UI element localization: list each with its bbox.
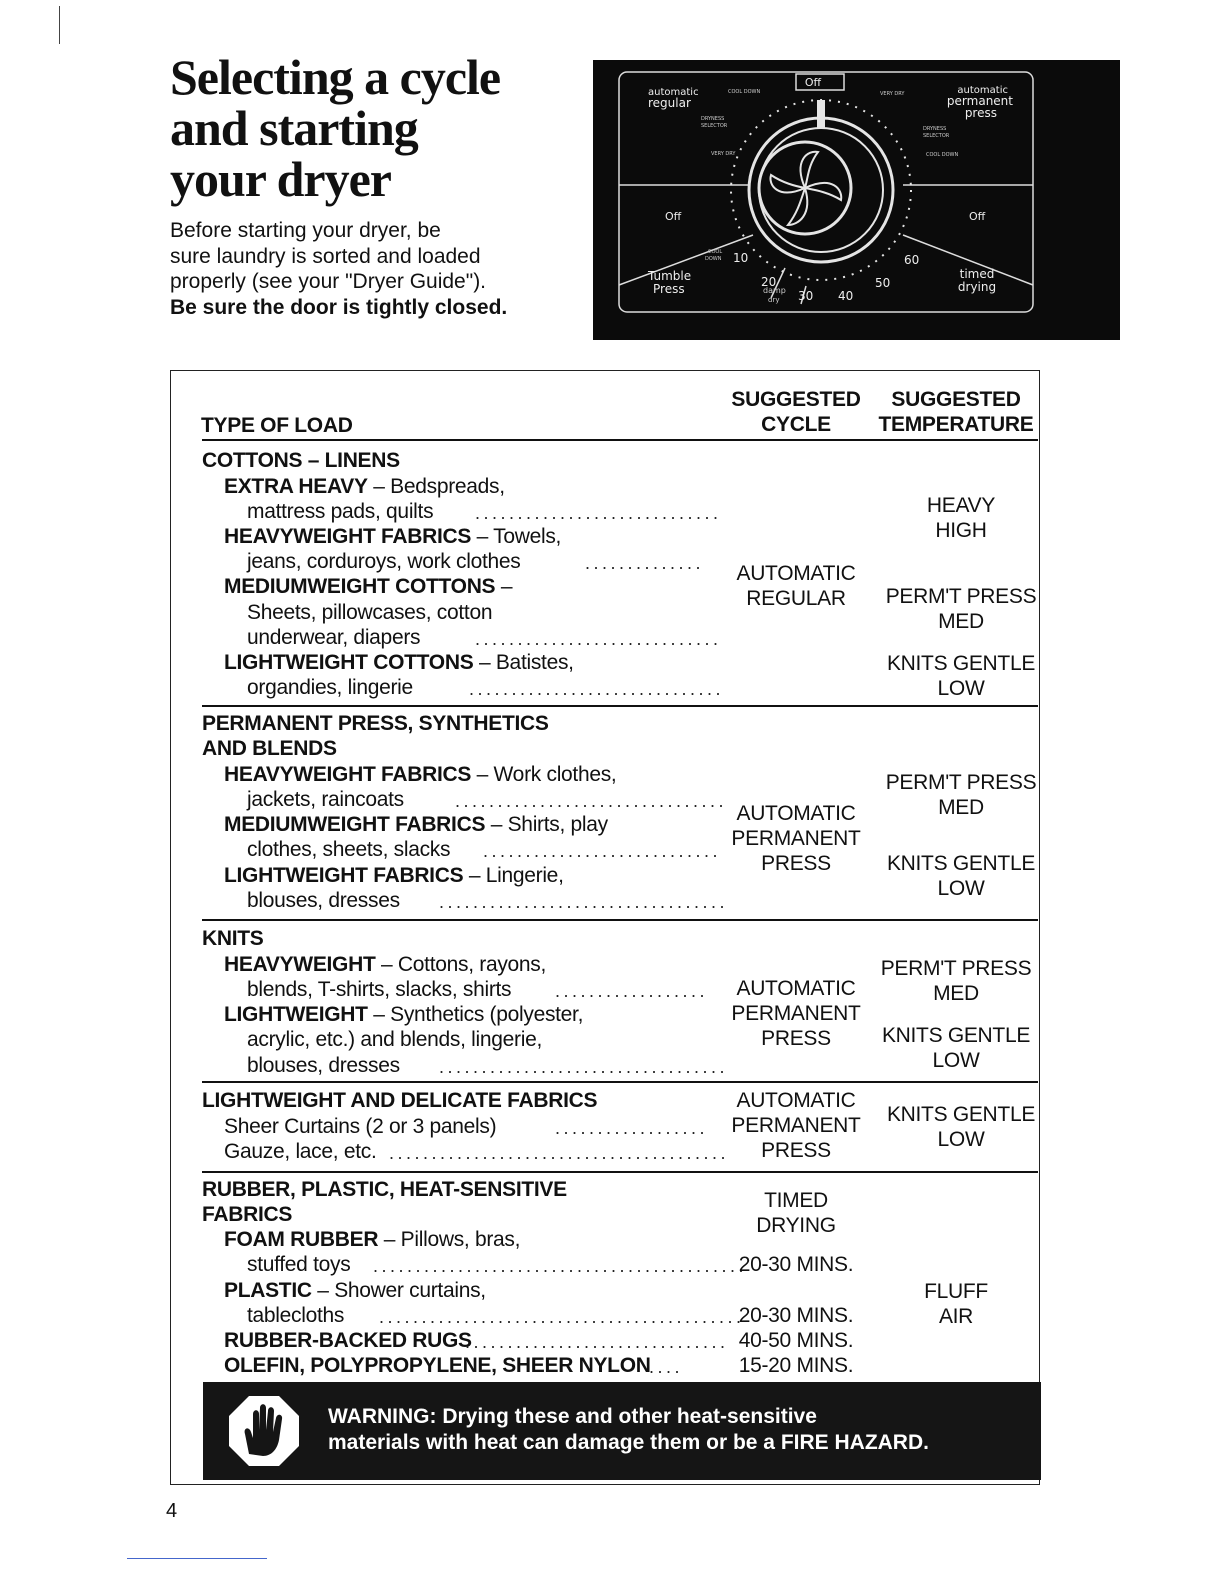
dot-leader: .... bbox=[649, 1357, 684, 1377]
load-item: underwear, diapers bbox=[247, 626, 421, 649]
load-item bbox=[224, 1328, 472, 1353]
title-line-2: and starting bbox=[170, 100, 418, 156]
load-item bbox=[224, 524, 561, 549]
load-item bbox=[224, 762, 616, 787]
section-rule bbox=[202, 705, 1038, 707]
temp-line: HEAVY bbox=[926, 494, 996, 517]
cycle-delicate bbox=[721, 1088, 871, 1163]
temp-knits-gentle-low bbox=[876, 851, 1046, 901]
load-item-bold: FOAM RUBBER bbox=[224, 1228, 379, 1251]
dot-leader: .................. bbox=[555, 1118, 709, 1138]
header-suggested-temperature bbox=[876, 387, 1036, 437]
dot-leader: .................................. bbox=[439, 1057, 729, 1077]
temp-line: KNITS GENTLE bbox=[886, 852, 1036, 875]
load-item bbox=[224, 574, 512, 599]
dot-leader: .................. bbox=[555, 981, 709, 1001]
cycle-line: PRESS bbox=[761, 852, 831, 875]
page-number: 4 bbox=[166, 1500, 178, 1522]
category-rubber-plastic: RUBBER, PLASTIC, HEAT-SENSITIVE bbox=[202, 1178, 567, 1201]
load-item-text: – Shower curtains, bbox=[311, 1279, 486, 1302]
load-item bbox=[224, 1002, 583, 1027]
cycle-line: PRESS bbox=[761, 1139, 831, 1162]
load-item-text: – Towels, bbox=[471, 525, 562, 548]
panel-label-dryness-left-1: DRYNESS bbox=[701, 116, 725, 122]
category-knits: KNITS bbox=[202, 927, 264, 950]
panel-number-40: 40 bbox=[838, 289, 854, 303]
section-rule bbox=[202, 1171, 1038, 1173]
temp-line: LOW bbox=[937, 1128, 985, 1151]
panel-label-automatic-right: automatic bbox=[957, 85, 1008, 96]
category-cottons: COTTONS – LINENS bbox=[202, 449, 400, 472]
load-item-text: – Pillows, bras, bbox=[378, 1228, 521, 1251]
temp-line: PERM'T PRESS bbox=[885, 771, 1037, 794]
margin-rule bbox=[59, 6, 60, 44]
panel-label-regular: regular bbox=[648, 96, 691, 110]
temp-fluff-air bbox=[871, 1279, 1041, 1329]
load-item-bold: PLASTIC bbox=[224, 1279, 312, 1302]
temp-line: KNITS GENTLE bbox=[886, 1103, 1036, 1126]
cycle-line: PERMANENT bbox=[731, 1114, 861, 1137]
temp-line: MED bbox=[933, 982, 979, 1005]
panel-label-press-left: Press bbox=[653, 282, 685, 296]
temp-knits-gentle-low bbox=[871, 1023, 1041, 1073]
dot-leader: ........................................ bbox=[389, 1143, 730, 1163]
header-rule bbox=[202, 439, 1038, 441]
temp-line: LOW bbox=[932, 1049, 980, 1072]
time-olefin: 15-20 MINS. bbox=[738, 1354, 854, 1377]
load-item-text: – Bedspreads, bbox=[367, 475, 505, 498]
time-plastic: 20-30 MINS. bbox=[738, 1304, 854, 1327]
dot-leader: ............................... bbox=[465, 1332, 729, 1352]
temp-permt-press-med bbox=[876, 770, 1046, 820]
panel-label-tumble: Tumble bbox=[648, 269, 692, 283]
dot-leader: ................................ bbox=[455, 791, 728, 811]
cycle-guide-table bbox=[170, 370, 1040, 1485]
temp-line: HIGH bbox=[935, 519, 987, 542]
category-rubber-plastic-2: FABRICS bbox=[202, 1203, 293, 1226]
load-item-bold: OLEFIN, POLYPROPYLENE, SHEER NYLON bbox=[224, 1354, 651, 1377]
temp-knits-gentle-low bbox=[876, 1102, 1046, 1152]
category-permanent-press-2: AND BLENDS bbox=[202, 737, 337, 760]
hand-warning-icon bbox=[227, 1394, 301, 1468]
panel-number-50: 50 bbox=[875, 276, 891, 290]
warning-text bbox=[328, 1404, 929, 1456]
control-panel-diagram bbox=[593, 60, 1120, 340]
load-item-text: – Work clothes, bbox=[471, 763, 617, 786]
cycle-knits bbox=[721, 976, 871, 1051]
panel-number-10: 10 bbox=[733, 251, 749, 265]
panel-label-press: press bbox=[964, 106, 997, 120]
load-item-bold: MEDIUMWEIGHT FABRICS bbox=[224, 813, 486, 836]
load-item-bold: HEAVYWEIGHT bbox=[224, 953, 376, 976]
cycle-line: PERMANENT bbox=[731, 827, 861, 850]
temp-line: LOW bbox=[937, 877, 985, 900]
load-item: clothes, sheets, slacks bbox=[247, 838, 451, 861]
load-item bbox=[224, 952, 546, 977]
title-line-1: Selecting a cycle bbox=[170, 49, 501, 105]
load-item-bold: LIGHTWEIGHT FABRICS bbox=[224, 864, 464, 887]
load-item-text: – Batistes, bbox=[473, 651, 574, 674]
temp-knits-gentle-low bbox=[876, 651, 1046, 701]
load-item-bold: LIGHTWEIGHT bbox=[224, 1003, 368, 1026]
warning-line-2: materials with heat can damage them or be a FIRE HAZARD. bbox=[328, 1431, 929, 1454]
cycle-line: AUTOMATIC bbox=[736, 802, 856, 825]
panel-label-very-dry-left: VERY DRY bbox=[711, 151, 736, 157]
temp-line: PERM'T PRESS bbox=[880, 957, 1032, 980]
load-item: jeans, corduroys, work clothes bbox=[247, 550, 521, 573]
section-rule bbox=[202, 1081, 1038, 1083]
dot-leader: .............. bbox=[585, 553, 705, 573]
load-item-bold: EXTRA HEAVY bbox=[224, 475, 368, 498]
panel-number-60: 60 bbox=[904, 253, 920, 267]
load-item: Sheets, pillowcases, cotton bbox=[247, 601, 493, 624]
load-item-bold: HEAVYWEIGHT FABRICS bbox=[224, 525, 472, 548]
load-item bbox=[224, 1227, 520, 1252]
load-item-bold: HEAVYWEIGHT FABRICS bbox=[224, 763, 472, 786]
temp-line: MED bbox=[938, 796, 984, 819]
load-item bbox=[224, 650, 574, 675]
cycle-cottons bbox=[721, 561, 871, 611]
temp-line: FLUFF bbox=[924, 1280, 988, 1303]
temp-line: LOW bbox=[937, 677, 985, 700]
panel-label-cool-down-left: COOL DOWN bbox=[728, 89, 761, 95]
temp-permt-press-med bbox=[871, 956, 1041, 1006]
time-rubber-backed-rugs: 40-50 MINS. bbox=[738, 1329, 854, 1352]
dryer-control-panel bbox=[593, 60, 1120, 340]
load-item-text: – Lingerie, bbox=[463, 864, 564, 887]
page-title bbox=[170, 49, 501, 207]
temp-line: AIR bbox=[938, 1305, 974, 1328]
intro-paragraph bbox=[170, 218, 570, 320]
header-temp-line-2: TEMPERATURE bbox=[878, 413, 1034, 436]
load-item: mattress pads, quilts bbox=[247, 500, 434, 523]
cycle-line: PRESS bbox=[761, 1027, 831, 1050]
intro-line-2: sure laundry is sorted and loaded bbox=[170, 244, 481, 268]
panel-label-very-dry-right: VERY DRY bbox=[880, 91, 905, 97]
cycle-line: REGULAR bbox=[746, 587, 846, 610]
load-item-text: – Cottons, rayons, bbox=[375, 953, 547, 976]
header-cycle-line-2: CYCLE bbox=[761, 413, 831, 436]
panel-label-damp: damp bbox=[763, 286, 786, 295]
load-item bbox=[224, 863, 564, 888]
load-item: acrylic, etc.) and blends, lingerie, bbox=[247, 1028, 543, 1051]
dot-leader: ............................................ bbox=[373, 1256, 748, 1276]
load-item bbox=[224, 1353, 651, 1378]
load-item: Sheer Curtains (2 or 3 panels) bbox=[224, 1115, 497, 1138]
temp-line: KNITS GENTLE bbox=[886, 652, 1036, 675]
header-suggested-cycle bbox=[721, 387, 871, 437]
load-item-text: – Shirts, play bbox=[485, 813, 608, 836]
cycle-line: PERMANENT bbox=[731, 1002, 861, 1025]
dot-leader: ........................................... bbox=[379, 1307, 745, 1327]
panel-label-cool-bottom-2: DOWN bbox=[705, 256, 722, 262]
cycle-line: DRYING bbox=[756, 1214, 836, 1237]
temp-heavy-high bbox=[876, 493, 1046, 543]
panel-number-30: 30 bbox=[798, 289, 814, 303]
panel-label-dryness-right-1: DRYNESS bbox=[923, 126, 947, 132]
cycle-line: AUTOMATIC bbox=[736, 562, 856, 585]
load-item-bold: LIGHTWEIGHT COTTONS bbox=[224, 651, 474, 674]
panel-label-off-left: Off bbox=[665, 210, 682, 223]
temp-line: KNITS GENTLE bbox=[881, 1024, 1031, 1047]
load-item: stuffed toys bbox=[247, 1253, 351, 1276]
load-item-text: – bbox=[495, 575, 513, 598]
load-item-bold: RUBBER-BACKED RUGS bbox=[224, 1329, 472, 1352]
panel-number-20: 20 bbox=[761, 275, 777, 289]
dot-leader: .............................. bbox=[469, 679, 725, 699]
cycle-timed-drying bbox=[721, 1188, 871, 1238]
panel-label-dryness-right-2: SELECTOR bbox=[923, 133, 950, 139]
dot-leader: ............................. bbox=[475, 503, 722, 523]
panel-label-cool-bottom-1: COOL bbox=[708, 249, 723, 255]
cycle-line: TIMED bbox=[764, 1189, 828, 1212]
panel-label-off-right: Off bbox=[969, 210, 986, 223]
panel-label-dry: dry bbox=[768, 296, 780, 304]
category-permanent-press: PERMANENT PRESS, SYNTHETICS bbox=[202, 712, 549, 735]
warning-line-1: WARNING: Drying these and other heat-sensitive bbox=[328, 1405, 817, 1428]
load-item bbox=[224, 474, 505, 499]
load-item: jackets, raincoats bbox=[247, 788, 404, 811]
load-item: blends, T-shirts, slacks, shirts bbox=[247, 978, 512, 1001]
intro-line-3: properly (see your "Dryer Guide"). bbox=[170, 270, 487, 293]
header-cycle-line-1: SUGGESTED bbox=[731, 388, 861, 411]
cycle-line: AUTOMATIC bbox=[736, 1089, 856, 1112]
cycle-permanent-press bbox=[721, 801, 871, 876]
header-type-of-load: TYPE OF LOAD bbox=[201, 414, 353, 437]
load-item bbox=[224, 1278, 486, 1303]
load-item: blouses, dresses bbox=[247, 889, 400, 912]
dot-leader: ............................. bbox=[475, 629, 722, 649]
panel-label-dryness-left-2: SELECTOR bbox=[701, 123, 728, 129]
load-item-bold: MEDIUMWEIGHT COTTONS bbox=[224, 575, 496, 598]
category-delicate: LIGHTWEIGHT AND DELICATE FABRICS bbox=[202, 1089, 598, 1112]
intro-warning: Be sure the door is tightly closed. bbox=[170, 295, 508, 319]
warning-banner bbox=[203, 1382, 1041, 1480]
dot-leader: ............................ bbox=[483, 841, 722, 861]
load-item: tablecloths bbox=[247, 1304, 345, 1327]
cycle-line: AUTOMATIC bbox=[736, 977, 856, 1000]
section-rule bbox=[202, 919, 1038, 921]
load-item bbox=[224, 812, 608, 837]
panel-label-permanent: permanent bbox=[946, 94, 1013, 108]
dot-leader: .................................. bbox=[439, 892, 729, 912]
time-foam-rubber: 20-30 MINS. bbox=[738, 1253, 854, 1276]
panel-label-cool-down-right: COOL DOWN bbox=[926, 152, 959, 158]
load-item: Gauze, lace, etc. bbox=[224, 1140, 377, 1163]
temp-permt-press-med bbox=[876, 584, 1046, 634]
panel-label-off-top: Off bbox=[804, 76, 822, 89]
panel-label-automatic-left: automatic bbox=[648, 87, 699, 98]
intro-line-1: Before starting your dryer, be bbox=[170, 219, 441, 242]
footer-line bbox=[127, 1558, 267, 1559]
temp-line: PERM'T PRESS bbox=[885, 585, 1037, 608]
panel-label-timed: timed bbox=[959, 267, 995, 281]
title-line-3: your dryer bbox=[170, 151, 391, 207]
load-item: blouses, dresses bbox=[247, 1054, 400, 1077]
load-item-text: – Synthetics (polyester, bbox=[367, 1003, 584, 1026]
panel-label-drying: drying bbox=[957, 280, 997, 294]
temp-line: MED bbox=[938, 610, 984, 633]
header-temp-line-1: SUGGESTED bbox=[891, 388, 1021, 411]
load-item: organdies, lingerie bbox=[247, 676, 413, 699]
